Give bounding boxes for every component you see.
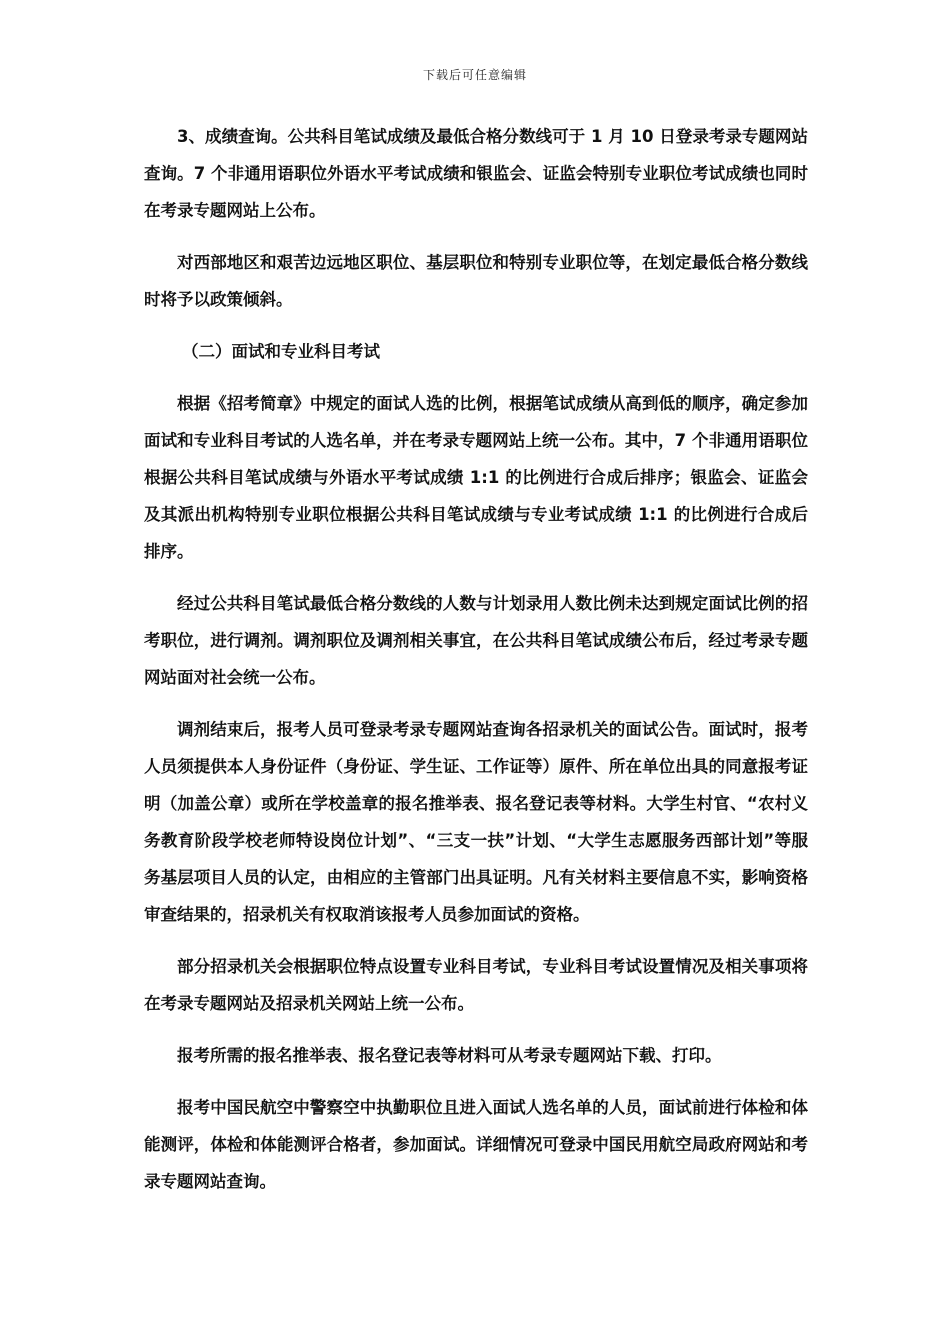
paragraph-professional-exam: 部分招录机关会根据职位特点设置专业科目考试，专业科目考试设置情况及相关事项将在考录专题网站及招录机关网站上统一公布。: [144, 957, 808, 1013]
paragraph-policy-tilt: 对西部地区和艰苦边远地区职位、基层职位和特别专业职位等，在划定最低合格分数线时将予以政策倾斜。: [144, 253, 808, 309]
paragraph-air-police: 报考中国民航空中警察空中执勤职位且进入面试人选名单的人员，面试前进行体检和体能测评，体检和体能测评合格者，参加面试。详细情况可登录中国民用航空局政府网站和考录专题网站查询。: [144, 1098, 808, 1191]
paragraph-download-forms: 报考所需的报名推举表、报名登记表等材料可从考录专题网站下载、打印。: [177, 1046, 722, 1065]
document-body: [144, 118, 808, 1215]
paragraph-interview-materials: 调剂结束后，报考人员可登录考录专题网站查询各招录机关的面试公告。面试时，报考人员须提供本人身份证件（身份证、学生证、工作证等）原件、所在单位出具的同意报考证明（加盖公章）或所在学校盖章的报名推举表、报名登记表等材料。大学生村官、“农村义务教育阶段学校老师特设岗位计划”、“三支一扶”计划、“大学生志愿服务西部计划”等服务基层项目人员的认定，由相应的主管部门出具证明。凡有关材料主要信息不实，影响资格审查结果的，招录机关有权取消该报考人员参加面试的资格。: [144, 720, 808, 924]
section-heading-interview: （二）面试和专业科目考试: [181, 342, 380, 361]
page-header: 下载后可任意编辑: [422, 68, 527, 82]
paragraph-adjustment: 经过公共科目笔试最低合格分数线的人数与计划录用人数比例未达到规定面试比例的招考职位，进行调剂。调剂职位及调剂相关事宜，在公共科目笔试成绩公布后，经过考录专题网站面对社会统一公布。: [144, 594, 808, 687]
paragraph-score-query: 3、成绩查询。公共科目笔试成绩及最低合格分数线可于 1 月 10 日登录考录专题网站查询。7 个非通用语职位外语水平考试成绩和银监会、证监会特别专业职位考试成绩也同时在考录专题网站上公布。: [144, 127, 808, 220]
paragraph-interview-ratio: 根据《招考简章》中规定的面试人选的比例，根据笔试成绩从高到低的顺序，确定参加面试和专业科目考试的人选名单，并在考录专题网站上统一公布。其中，7 个非通用语职位根据公共科目笔试成绩与外语水平考试成绩 1:1 的比例进行合成后排序；银监会、证监会及其派出机构特别专业职位根据公共科目笔试成绩与专业考试成绩 1:1 的比例进行合成后排序。: [144, 394, 808, 561]
